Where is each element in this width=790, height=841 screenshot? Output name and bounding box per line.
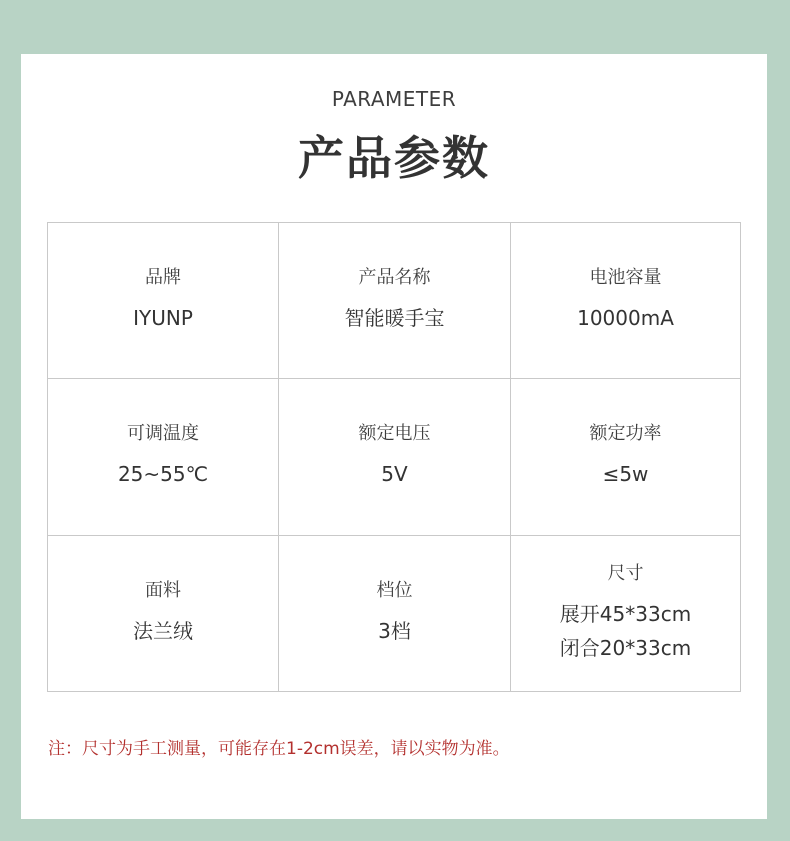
param-label: 产品名称: [358, 266, 431, 288]
measurement-note: 注：尺寸为手工测量，可能存在1-2cm误差，请以实物为准。: [48, 739, 510, 759]
parameter-table: [47, 222, 741, 692]
param-value: IYUNP: [133, 305, 193, 330]
param-value: 5V: [381, 462, 408, 486]
param-cell-size: [511, 536, 740, 691]
param-value: 25~55℃: [117, 462, 209, 486]
param-cell-voltage: [279, 379, 511, 536]
param-value: 法兰绒: [133, 618, 193, 643]
param-cell-battery-capacity: [511, 223, 740, 379]
section-subtitle: PARAMETER: [331, 87, 457, 111]
section-title: 产品参数: [298, 131, 490, 185]
param-value-folded: 闭合20*33cm: [559, 635, 692, 660]
param-label: 额定电压: [358, 423, 431, 444]
param-cell-power: [511, 379, 740, 536]
param-label: 额定功率: [589, 423, 662, 444]
param-value: 智能暖手宝: [344, 305, 445, 330]
param-label: 电池容量: [589, 266, 662, 288]
param-label: 可调温度: [127, 423, 199, 444]
param-label: 档位: [376, 579, 413, 601]
param-value-unfolded: 展开45*33cm: [559, 601, 692, 626]
param-value: ≤5w: [602, 462, 649, 486]
param-label: 品牌: [145, 266, 181, 288]
param-cell-product-name: [279, 223, 511, 379]
param-cell-temperature: [48, 379, 279, 536]
param-value: 10000mA: [577, 305, 674, 330]
param-value: 3档: [378, 618, 411, 643]
parameter-card: [21, 54, 767, 819]
param-label: 尺寸: [607, 562, 644, 584]
param-cell-brand: [48, 223, 279, 379]
param-cell-gear: [279, 536, 511, 691]
param-cell-fabric: [48, 536, 279, 691]
param-label: 面料: [145, 579, 181, 601]
